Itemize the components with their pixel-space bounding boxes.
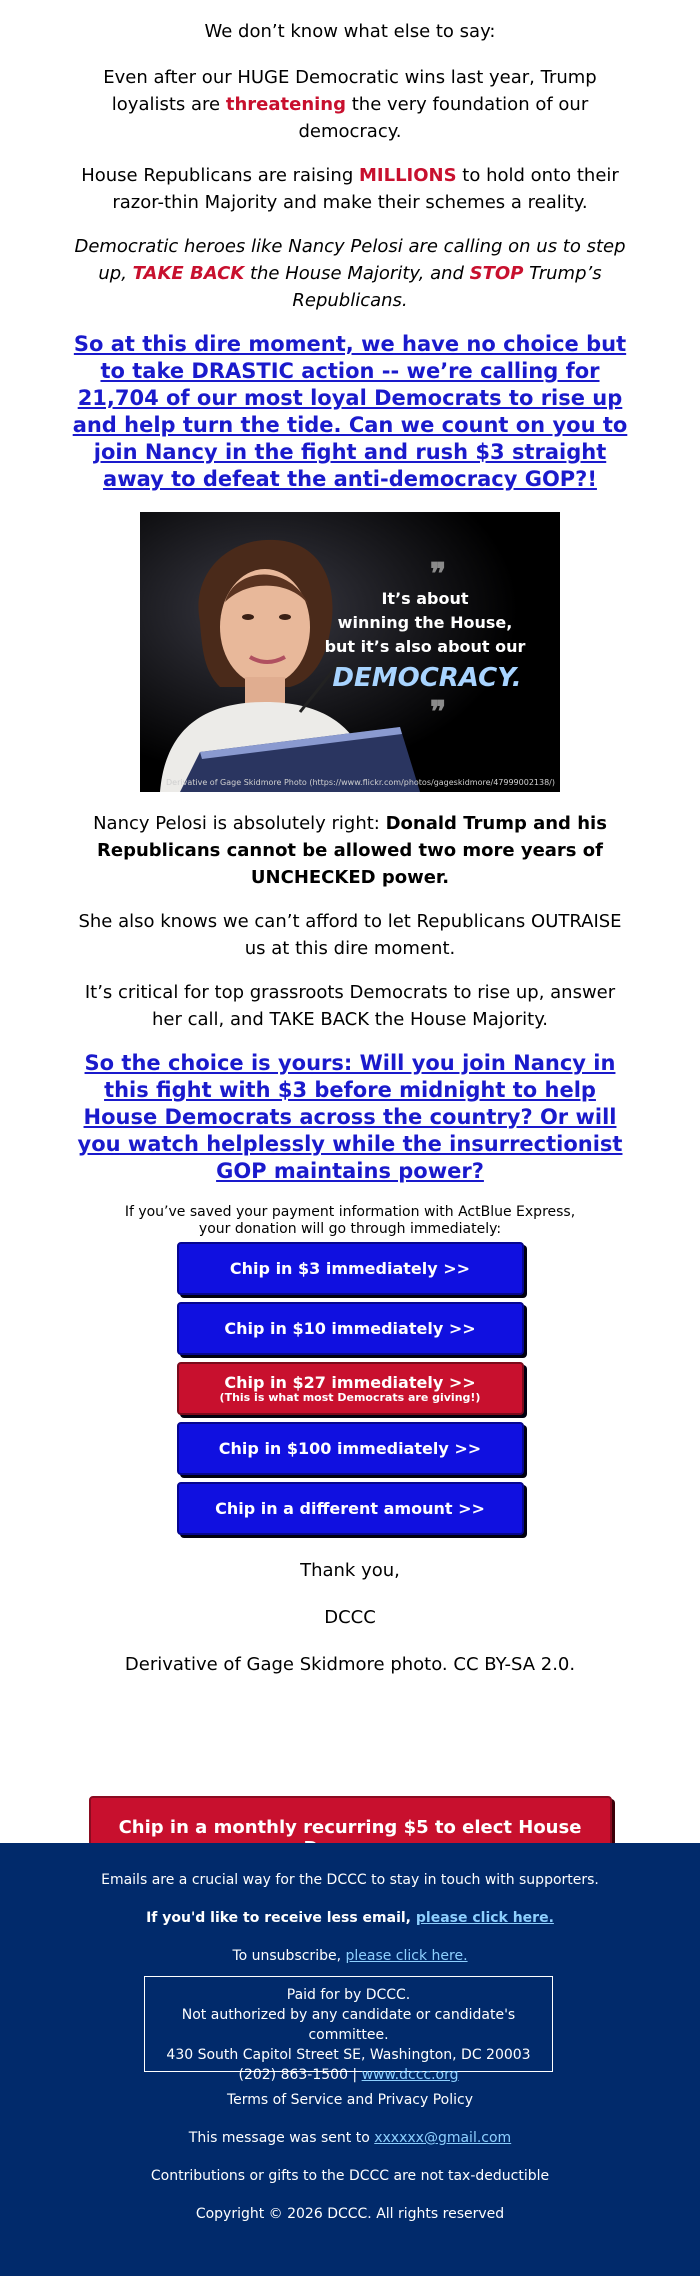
highlight-stop: STOP [469,263,524,284]
paragraph-outraise: She also knows we can’t afford to let Republicans OUTRAISE us at this dire moment. [78,911,622,959]
chip-in-27-button[interactable] [177,1362,524,1415]
chip-in-3-button[interactable]: Chip in $3 immediately >> [177,1242,524,1295]
headline-link-2[interactable]: So the choice is yours: Will you join Nancy in this fight with $3 before midnight to help House Democrats across the country? Or will you watch helplessly while the insurrectionist GOP maintains power? [77,1051,623,1183]
signature: DCCC [324,1607,376,1628]
address-line: 430 South Capitol Street SE, Washington, DC 20003 [166,2047,531,2063]
thank-you: Thank you, [300,1560,400,1581]
chip-in-10-button[interactable]: Chip in $10 immediately >> [177,1302,524,1355]
recipient-email-link[interactable]: xxxxxx@gmail.com [374,2130,512,2146]
paragraph-threatening: Even after our HUGE Democratic wins last year, Trump loyalists are threatening the very foundation of our democracy. [103,67,597,142]
chip-in-other-amount-button[interactable]: Chip in a different amount >> [177,1482,524,1535]
chip-in-27-label: Chip in $27 immediately >> [224,1373,476,1392]
headline-link-1[interactable]: So at this dire moment, we have no choice but to take DRASTIC action -- we’re calling for 21,704 of our most loyal Democrats to rise up and help turn the tide. Can we count on you to join Nancy in the fight and rush $3 straight away to defeat the anti-democracy GOP?! [72,332,628,491]
paragraph-critical: It’s critical for top grassroots Democrats to rise up, answer her call, and TAKE BACK the House Majority. [84,982,616,1030]
paragraph-absolutely-right: Nancy Pelosi is absolutely right: Donald Trump and his Republicans cannot be allowed two more years of UNCHECKED power. [93,813,607,888]
paragraph-millions: House Republicans are raising MILLIONS to hold onto their razor-thin Majority and make their schemes a reality. [81,165,619,213]
monthly-recurring-button[interactable]: Chip in a monthly recurring $5 to elect House [89,1796,612,1860]
paid-for-box [144,1976,553,2083]
highlight-threatening: threatening [225,94,347,115]
photo-credit-text: Derivative of Gage Skidmore photo. CC BY-SA 2.0. [124,1654,576,1675]
footer-unsubscribe: To unsubscribe, please click here. [232,1948,468,1964]
not-authorized-line: Not authorized by any candidate or candidate's committee. [181,2007,516,2043]
actblue-express-note: If you’ve saved your payment information with ActBlue Express, your donation will go through immediately: [124,1204,576,1237]
pelosi-photo-graphic [140,512,560,792]
bold-unchecked-power: Donald Trump and his Republicans cannot be allowed two more years of UNCHECKED power. [97,813,607,888]
copyright: Copyright © 2026 DCCC. All rights reserved [195,2206,505,2222]
less-email-link[interactable]: please click here. [415,1910,554,1926]
highlight-take-back: TAKE BACK [132,263,245,284]
paid-for-line: Paid for by DCCC. [286,1987,411,2003]
highlight-millions: MILLIONS [358,165,457,186]
image-credit: Derivative of Gage Skidmore Photo (https://www.flickr.com/photos/gageskidmore/47999002138/) [166,778,555,787]
intro-text: We don’t know what else to say: [204,21,496,42]
terms-privacy-link[interactable]: Terms of Service and Privacy Policy [226,2092,473,2108]
closing-block [70,1560,630,1676]
footer-less-email: If you'd like to receive less email, please click here. [146,1910,554,1926]
paragraph-pelosi: Democratic heroes like Nancy Pelosi are calling on us to step up, TAKE BACK the House Majority, and STOP Trump’s Republicans. [74,236,626,311]
pelosi-quote-image[interactable] [140,512,560,792]
chip-in-100-button[interactable]: Chip in $100 immediately >> [177,1422,524,1475]
svg-text:❞: ❞ [430,557,447,592]
chip-in-27-sublabel: (This is what most Democrats are giving!) [219,1391,481,1404]
email-body [70,0,630,1860]
unsubscribe-link[interactable]: please click here. [345,1948,468,1964]
quote-line-2: winning the House, [337,613,513,632]
footer-intro: Emails are a crucial way for the DCCC to stay in touch with supporters. [101,1872,599,1888]
phone-website-line: (202) 863-1500 | www.dccc.org [238,2067,459,2083]
sent-to-line: This message was sent to xxxxxx@gmail.com [188,2130,512,2146]
quote-line-1: It’s about [381,589,469,608]
svg-text:❞: ❞ [430,695,447,730]
footer [0,1843,700,2276]
quote-line-3: but it’s also about our [324,637,526,656]
website-link[interactable]: www.dccc.org [361,2067,459,2083]
tax-deductible-note: Contributions or gifts to the DCCC are not tax-deductible [150,2168,550,2184]
quote-democracy: DEMOCRACY. [332,663,522,693]
